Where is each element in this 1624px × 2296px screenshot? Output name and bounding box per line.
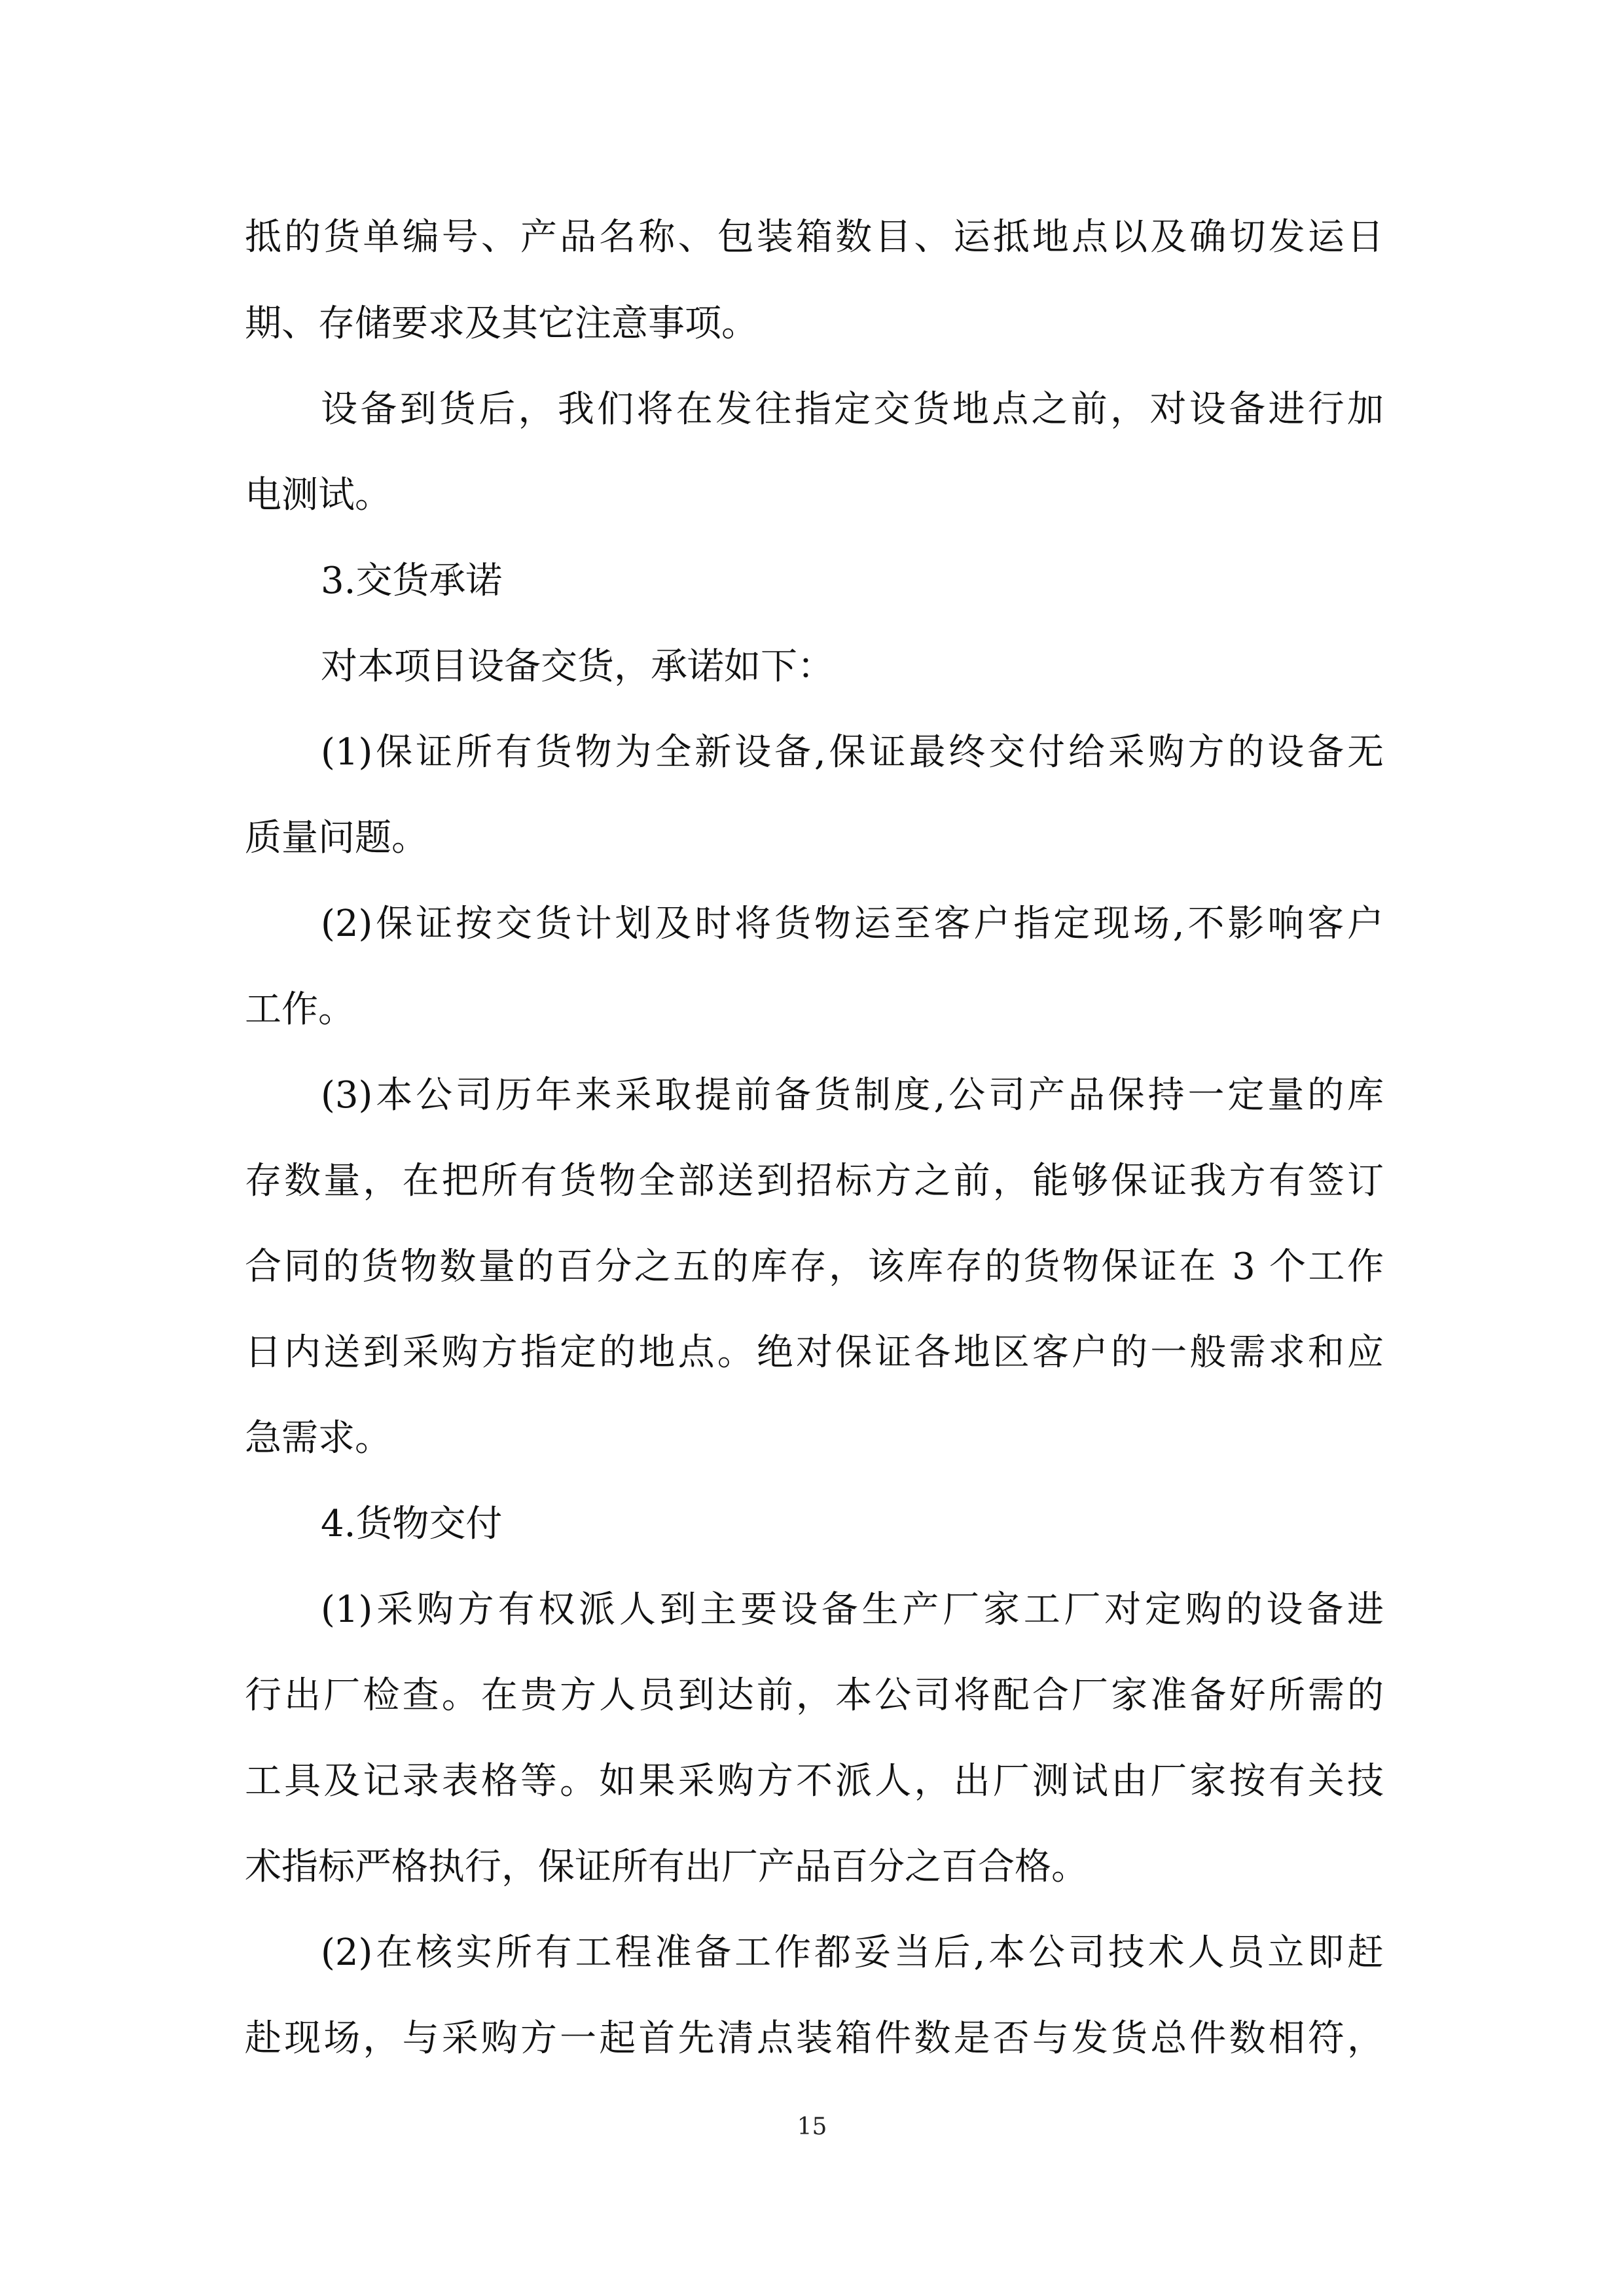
section-heading-4: 4.货物交付 <box>321 1503 503 1545</box>
text-line-15: 急需求。 <box>245 1417 391 1460</box>
text-line-11: (3)本公司历年来采取提前备货制度,公司产品保持一定量的库 <box>321 1074 1384 1117</box>
text-line-4: 电测试。 <box>245 474 391 516</box>
text-line-20: 术指标严格执行，保证所有出厂产品百分之百合格。 <box>245 1846 1088 1888</box>
text-line-18: 行出厂检查。在贵方人员到达前，本公司将配合厂家准备好所需的 <box>245 1674 1384 1717</box>
text-line-12: 存数量，在把所有货物全部送到招标方之前，能够保证我方有签订 <box>245 1160 1384 1202</box>
text-line-17: (1)采购方有权派人到主要设备生产厂家工厂对定购的设备进 <box>321 1588 1384 1631</box>
text-line-9: (2)保证按交货计划及时将货物运至客户指定现场,不影响客户 <box>321 903 1384 945</box>
text-line-7: (1)保证所有货物为全新设备,保证最终交付给采购方的设备无 <box>321 731 1384 774</box>
text-line-10: 工作。 <box>245 988 355 1031</box>
section-heading-3: 3.交货承诺 <box>321 560 503 602</box>
text-line-19: 工具及记录表格等。如果采购方不派人，出厂测试由厂家按有关技 <box>245 1760 1384 1803</box>
text-line-3: 设备到货后，我们将在发往指定交货地点之前，对设备进行加 <box>321 388 1384 431</box>
text-line-2: 期、存储要求及其它注意事项。 <box>245 302 758 345</box>
page-number: 15 <box>797 2113 827 2140</box>
text-line-1: 抵的货单编号、产品名称、包装箱数目、运抵地点以及确切发运日 <box>245 216 1384 259</box>
text-line-22: 赴现场，与采购方一起首先清点装箱件数是否与发货总件数相符， <box>245 2017 1384 2060</box>
text-line-13: 合同的货物数量的百分之五的库存，该库存的货物保证在 3 个工作 <box>245 1246 1384 1288</box>
text-line-21: (2)在核实所有工程准备工作都妥当后,本公司技术人员立即赶 <box>321 1931 1384 1974</box>
text-line-6: 对本项目设备交货，承诺如下： <box>321 645 834 688</box>
text-line-14: 日内送到采购方指定的地点。绝对保证各地区客户的一般需求和应 <box>245 1331 1384 1374</box>
text-line-8: 质量问题。 <box>245 817 428 859</box>
